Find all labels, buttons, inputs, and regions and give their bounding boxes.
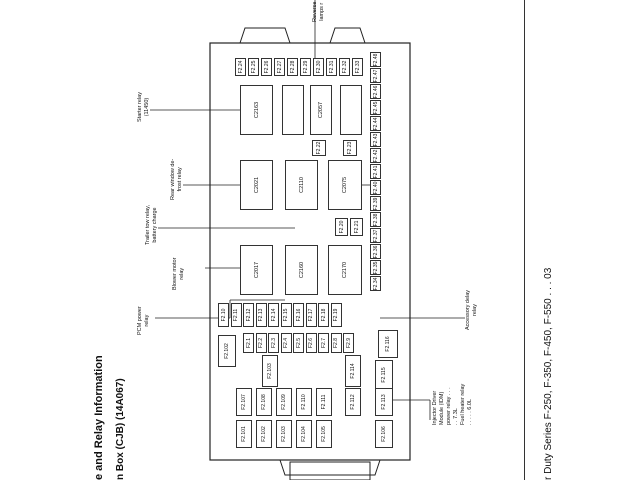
label-starter-relay: Starter relay (11450) (137, 92, 150, 122)
relay-blank-2 (340, 85, 362, 135)
fuse-f2-20: F2.20 (335, 218, 348, 236)
fuse-f2-112: F2.112 (345, 388, 361, 416)
fuse-f2-11: F2.11 (231, 303, 242, 327)
fuse-f2-27: F2.27 (274, 58, 285, 76)
label-blower-motor-relay: Blower motor relay (172, 257, 185, 290)
fuse-f2-31: F2.31 (326, 58, 337, 76)
label-trailer-tow-relay: Trailer tow relay, battery charge (145, 204, 158, 245)
fuse-f2-48: F2.48 (370, 52, 381, 67)
fuse-f2-37: F2.37 (370, 228, 381, 243)
fuse-f2-13: F2.13 (256, 303, 267, 327)
label-accessory-delay-relay: Accessory delay relay (465, 289, 478, 330)
fuse-f2-41: F2.41 (370, 164, 381, 179)
fuse-f2-108: F2.108 (256, 388, 272, 416)
fuse-f2-14: F2.14 (268, 303, 279, 327)
fuse-f2-43: F2.43 (370, 132, 381, 147)
fuse-f2-111: F2.111 (316, 388, 332, 416)
fuse-f2-113: F2.113 (375, 388, 393, 416)
fuse-f2-102-big: F2.102 (218, 335, 236, 367)
fuse-f2-24: F2.24 (235, 58, 246, 76)
fuse-f2-21: F2.21 (350, 218, 363, 236)
fuse-f2-106: F2.106 (375, 420, 393, 448)
fuse-f2-32: F2.32 (339, 58, 350, 76)
fuse-f2-116: F2.116 (378, 330, 398, 358)
fuse-f2-5: F2.5 (293, 333, 304, 353)
fuse-f2-25: F2.25 (248, 58, 259, 76)
side-caption: r Duty Series F-250, F-350, F-450, F-550 . . . 03 (543, 267, 554, 480)
fuse-f2-35: F2.35 (370, 260, 381, 275)
fuse-f2-2: F2.2 (256, 333, 267, 353)
page-subtitle: n Box (CJB) (14A067) (115, 378, 126, 480)
fuse-f2-109: F2.109 (276, 388, 292, 416)
fuse-f2-47: F2.47 (370, 68, 381, 83)
fuse-f2-38: F2.38 (370, 212, 381, 227)
fuse-f2-18: F2.18 (318, 303, 329, 327)
relay-c2021: C2021 (240, 160, 273, 210)
fuse-f2-110: F2.110 (296, 388, 312, 416)
fuse-f2-42: F2.42 (370, 148, 381, 163)
fuse-f2-9: F2.9 (343, 333, 354, 353)
label-reverse: Reverse lamps r (312, 1, 325, 22)
fuse-f2-16: F2.16 (293, 303, 304, 327)
fuse-f2-104: F2.104 (296, 420, 312, 448)
fuse-f2-44: F2.44 (370, 116, 381, 131)
fuse-f2-8: F2.8 (331, 333, 342, 353)
fuse-f2-10: F2.10 (218, 303, 229, 327)
fuse-f2-12: F2.12 (243, 303, 254, 327)
fuse-f2-23: F2.23 (343, 140, 357, 156)
fuse-f2-115: F2.115 (375, 360, 393, 390)
relay-c2170: C2170 (328, 245, 362, 295)
fuse-f2-105: F2.105 (316, 420, 332, 448)
fuse-f2-7: F2.7 (318, 333, 329, 353)
label-pcm-power-relay: PCM power relay (137, 306, 150, 335)
fuse-f2-114: F2.114 (345, 355, 361, 387)
fuse-f2-45: F2.45 (370, 100, 381, 115)
page-title: e and Relay Information (93, 355, 105, 480)
fuse-f2-46: F2.46 (370, 84, 381, 99)
fuse-f2-29: F2.29 (300, 58, 311, 76)
relay-c2017: C2017 (240, 245, 273, 295)
fuse-f2-19: F2.19 (331, 303, 342, 327)
relay-c2160: C2160 (285, 245, 318, 295)
fuse-f2-22: F2.22 (312, 140, 326, 156)
fuse-f2-34: F2.34 (370, 276, 381, 291)
relay-c2163: C2163 (240, 85, 273, 135)
fuse-f2-15: F2.15 (281, 303, 292, 327)
relay-blank-1 (282, 85, 304, 135)
fuse-f2-107: F2.107 (236, 388, 252, 416)
relay-c2075: C2075 (328, 160, 362, 210)
fuse-f2-28: F2.28 (287, 58, 298, 76)
fuse-f2-6: F2.6 (306, 333, 317, 353)
fuse-f2-39: F2.39 (370, 196, 381, 211)
label-rear-window-defrost: Rear window de- frost relay (170, 158, 183, 200)
fuse-f2-30: F2.30 (313, 58, 324, 76)
relay-c2110: C2110 (285, 160, 318, 210)
fuse-f2-3: F2.3 (268, 333, 279, 353)
fuse-f2-1: F2.1 (243, 333, 254, 353)
fuse-f2-33: F2.33 (352, 58, 363, 76)
relay-c2057: C2057 (310, 85, 332, 135)
fuse-f2-103: F2.103 (276, 420, 292, 448)
fuse-f2-26: F2.26 (261, 58, 272, 76)
fuse-f2-40: F2.40 (370, 180, 381, 195)
fuse-f2-4: F2.4 (281, 333, 292, 353)
fuse-f2-17: F2.17 (306, 303, 317, 327)
fuse-f2-103: F2.103 (262, 355, 278, 387)
fuse-f2-102: F2.102 (256, 420, 272, 448)
label-injector-driver-module: Injector Driver Module (IDM) power relay . . . . . 7.3L Fuel heater relay . . . . . 6.0L (432, 383, 473, 425)
fuse-f2-101: F2.101 (236, 420, 252, 448)
fuse-f2-36: F2.36 (370, 244, 381, 259)
